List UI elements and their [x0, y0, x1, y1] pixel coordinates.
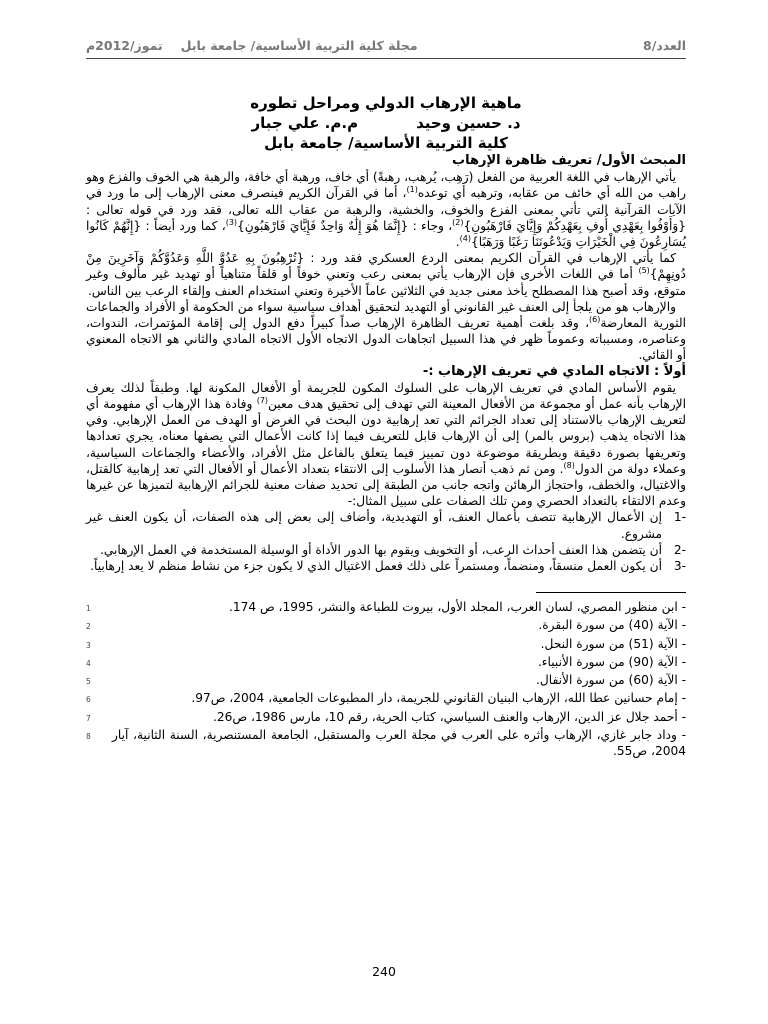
list-item: -2 أن يتضمن هذا العنف أحداث الرعب، أو التخويف ويقوم بها الدور الأداة أو الوسيلة المستخدمة في العمل الإرهابي. — [99, 542, 686, 557]
paragraph: والإرهاب هو من يلجأ إلى العنف غير القانوني أو التهديد لتحقيق أهداف سياسية سواء من الحكومة أو الأفراد والجماعات الثورية المعارضة$^{(6)}$، وقد بلغت أهمية تعريف الظاهرة الإرهاب صداً كبيراً دفع الدول إلى إقامة المؤتمرات، الندوات، وعناصره، ومسبباته وعموماً ظهر في هذا السبيل اتجاهات الدول الاتجاه الأول الاتجاه المادي والثاني هو الاتجاه المعنوي أو القائي. — [86, 299, 687, 363]
footnote: 1 - ابن منظور المصري، لسان العرب، المجلد الأول، بيروت للطباعة والنشر، 1995، ص 174. — [86, 600, 686, 615]
affiliation: كلية التربية الأساسية/ جامعة بابل — [264, 134, 508, 152]
journal-name: مجلة كلية التربية الأساسية/ جامعة بابل — [180, 38, 418, 53]
footnote: 6 - إمام حسانين عطا الله، الإرهاب البنيان القانوني للجريمة، دار المطبوعات الجامعية، 2004، ص97. — [86, 691, 686, 706]
authors — [86, 113, 686, 133]
author-second: م.م. علي جبار — [251, 114, 359, 132]
issue-number: العدد/8 — [643, 38, 686, 53]
section-heading: المبحث الأول/ تعريف ظاهرة الإرهاب — [452, 153, 686, 168]
running-header — [86, 38, 686, 59]
page-number: 240 — [372, 964, 396, 979]
article-title: ماهية الإرهاب الدولي ومراحل تطوره — [250, 94, 522, 112]
footnote: 5 - الآية (60) من سورة الأنفال. — [86, 673, 686, 688]
list-item: -3 أن يكون العمل منسقاً، ومنضماً، ومستمراً على ذلك فعمل الاغتيال الذي لا يكون جزء من نشاط منظم لا يعد إرهابياً. — [90, 559, 686, 574]
footnote: 2 - الآية (40) من سورة البقرة. — [86, 618, 686, 633]
numbered-list — [86, 509, 686, 574]
footnotes — [86, 599, 686, 759]
paragraph: يأتي الإرهاب في اللغة العربية من الفعل (رَهِب، يُرهب، رهبةً) أي خاف، ورهبة أي خافة، والرهبة هي الخوف والفزع وهو راهب من الله أي خائف من عقابه، وترهبه أي توعده$^{(1)}$، أما في القرآن الكريم فينصرف معنى الإرهاب إلى ما ورد في الآيات القرآنية التي تأتي بمعنى الفزع والخوف، والخشية، والرهبة من عقاب الله تعالى، فقد ورد في قوله تعالى : {وَأَوْفُوا بِعَهْدِي أُوفِ بِعَهْدِكُمْ وَإِيَّايَ فَارْهَبُونِ}$^{(2)}$، وجاء : {إِنَّمَا هُوَ إِلَٰهٌ وَاحِدٌ فَإِيَّايَ فَارْهَبُونِ}$^{(3)}$، كما ورد أيضاً : {إِنَّهُمْ كَانُوا يُسَارِعُونَ فِي الْخَيْرَاتِ وَيَدْعُونَنَا رَغَبًا وَرَهَبًا}$^{(4)}$. — [85, 170, 687, 250]
author-first: د. حسين وحيد — [416, 114, 521, 132]
footnote-divider — [536, 592, 686, 593]
footnote: 3 - الآية (51) من سورة النحل. — [86, 636, 686, 651]
footnote: 8 - وداد جابر غازي، الإرهاب وأثره على العرب في مجلة العرب والمستقبل، الجامعة المستنصرية، السنة الثانية، آيار 2004، ص55. — [86, 727, 686, 758]
article-body — [86, 153, 686, 574]
section-heading: أولاً : الاتجاه المادي في تعريف الإرهاب :- — [422, 363, 686, 379]
list-item: -1 إن الأعمال الإرهابية تتصف بأعمال العنف، أو التهديدية، وأضاف إلى بعض إلى هذه الصفات، أن يكون العنف غير مشروع. — [86, 510, 686, 541]
footnote: 7 - أحمد جلال عز الدين، الإرهاب والعنف السياسي، كتاب الحرية، رقم 10، مارس 1986، ص26. — [86, 709, 686, 724]
paragraph: كما يأتي الإرهاب في القرآن الكريم بمعنى الردع العسكري فقد ورد : {تُرْهِبُونَ بِهِ عَدُوَّ اللَّهِ وَعَدُوَّكُمْ وَآخَرِينَ مِنْ دُونِهِمْ}$^{(5)}$ أما في اللغات الأخرى فإن الإرهاب يأتي بمعنى رعب وتعني خوفاً أو قلقاً متناهياً أو تهديد غير مألوف وغير متوقع، وقد أصبح هذا المصطلح يأخذ معنى جديد في الثلاثين عاماً الأخيرة وتعني استخدام العنف وإلقاء الرعب بين الناس. — [86, 251, 686, 298]
footnote: 4 - الآية (90) من سورة الأنبياء. — [86, 654, 686, 669]
document-page — [86, 38, 686, 759]
paragraph: يقوم الأساس المادي في تعريف الإرهاب على السلوك المكون للجريمة أو الأفعال المكونة لها. وطبقاً لذلك يعرف الإرهاب بأنه عمل أو مجموعة من الأفعال المعينة التي تهدف إلى تحقيق هدف معين$^{(7)}$ وفادة هذا الإرهاب أي مفهومة أي لتعريف الإرهاب بالاستناد إلى تعداد الجرائم التي تعد إرهابية دون البحث في الغرض أو الهدف من العمل الإرهابي. وفي هذا الاتجاه يذهب (بروس بالمر) إلى أن الإرهاب قابل للتعريف فيما إذا كانت الأعمال التي يصفها معناه، يجري تعدادها وتعريفها بصورة دقيقة وبطريقة موضوعة دون تمييز فيما يتعلق بالفاعل مثل الأفراد، والأعضاء والجماعات السياسية، وعملاء دولة من الدول$^{(8)}$. ومن ثم ذهب أنصار هذا الأسلوب إلى الانتقاء بتعداد الأعمال أو الأفعال التي تعد إرهابية كالقتل، والاغتيال، والخطف، واحتجاز الرهائن واتجه جانب من الطبقة إلى تحديد صفات معنية للجرائم الإرهابية لتميزها عن غيرها وعدم الالتقاء بالتعداد الحصري ومن تلك الصفات على سبيل المثال:- — [86, 380, 686, 509]
title-block — [86, 93, 686, 153]
issue-date: تموز/2012م — [86, 38, 163, 53]
